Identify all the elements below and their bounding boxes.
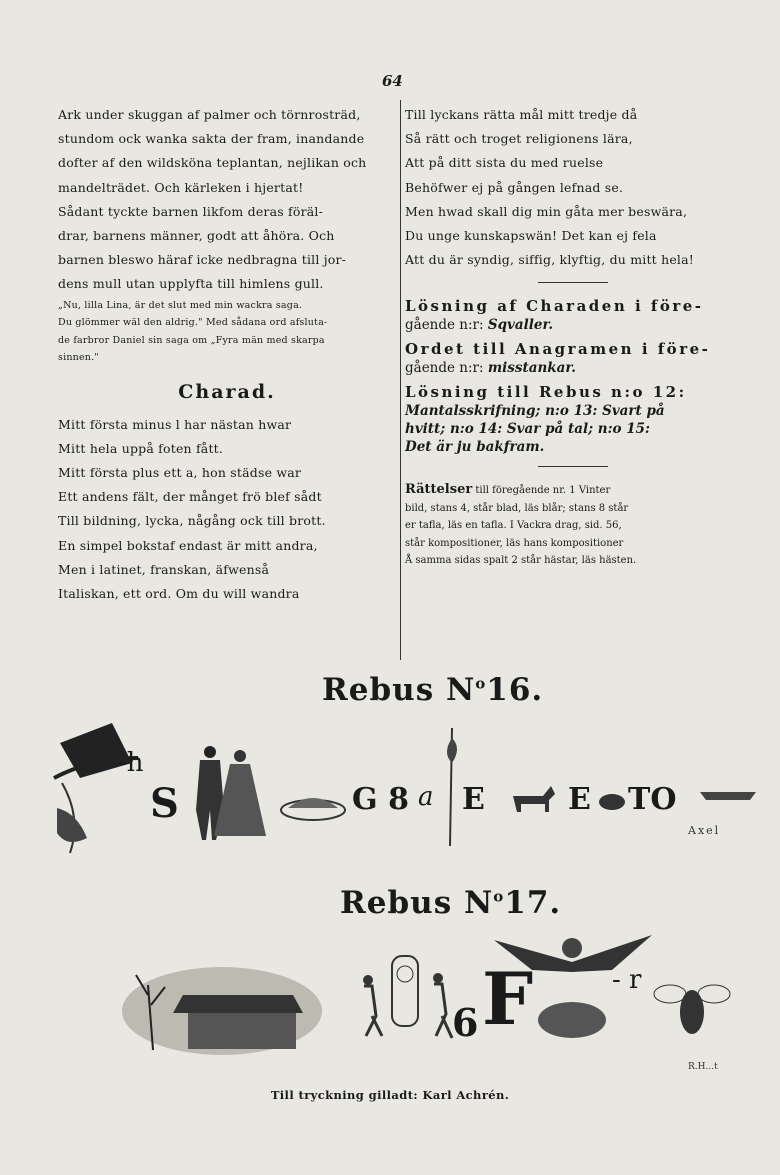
rebus17-r: - r bbox=[612, 965, 642, 995]
boat-illustration bbox=[698, 782, 760, 806]
story-line: barnen bleswo häraf icke nedbragna till jor- bbox=[58, 252, 347, 268]
rebus16-g8: G 8 bbox=[352, 782, 409, 817]
solution-heading: Lösning till Rebus n:o 12: bbox=[405, 383, 687, 402]
section-rule bbox=[538, 282, 608, 283]
section-rule bbox=[538, 466, 608, 467]
rebus-solutions: Lösning till Rebus n:o 12: Mantalsskrifning; n:o 13: Svart på hvitt; n:o 14: Svar på tal; n:o 15: Det är ju bakfram. bbox=[405, 383, 687, 456]
charade-line: Mitt första minus l har nästan hwar bbox=[58, 416, 292, 432]
charade-line: Behöfwer ej på gången lefnad se. bbox=[405, 179, 624, 195]
anagram-solution: Ordet till Anagramen i före- gående n:r: misstankar. bbox=[405, 340, 711, 377]
charade-line: Men hwad skall dig min gåta mer beswära, bbox=[405, 203, 688, 219]
printing-approval: Till tryckning gilladt: Karl Achrén. bbox=[270, 1088, 510, 1102]
charade-line: Men i latinet, franskan, äfwenså bbox=[58, 561, 270, 577]
rebus16-title: Rebus $N^o16$. bbox=[322, 672, 544, 708]
rebus16-h: -h bbox=[118, 748, 144, 778]
story-line: Ark under skuggan af palmer och törnrosträd, bbox=[58, 107, 361, 122]
charade-line: Italiskan, ett ord. Om du will wandra bbox=[58, 586, 300, 602]
solution-answer: misstankar. bbox=[487, 360, 576, 377]
rebus16-signature: Axel bbox=[688, 824, 721, 837]
story-line: mandelträdet. Och kärleken i hjertat! bbox=[58, 179, 304, 195]
story-line: drar, barnens männer, godt att åhöra. Och bbox=[58, 228, 335, 244]
page-number: 64 bbox=[382, 72, 403, 90]
errata-title: Rättelser bbox=[405, 482, 473, 498]
story-line: stundom ock wanka sakta der fram, inandande bbox=[58, 131, 365, 147]
story-line: dofter af den wildsköna teplantan, nejlikan och bbox=[58, 155, 367, 171]
top-hat-man-illustration bbox=[52, 718, 142, 858]
left-column bbox=[58, 103, 396, 606]
story-small-line: Du glömmer wäl den aldrig." Med sådana ord afsluta- bbox=[58, 317, 328, 329]
column-divider bbox=[400, 100, 401, 660]
rebus17-signature: R.H...t bbox=[688, 1062, 718, 1072]
right-column bbox=[405, 103, 741, 570]
charade-line: En simpel bokstaf endast är mitt andra, bbox=[58, 537, 318, 553]
charade-line: Mitt hela uppå foten fått. bbox=[58, 440, 224, 456]
story-line: dens mull utan upplyfta till himlens gull. bbox=[58, 276, 324, 292]
rebus16-e-fraktur: E bbox=[462, 782, 485, 817]
charade-line: Så rätt och troget religionens lära, bbox=[405, 131, 633, 147]
story-small-line: de farbror Daniel sin saga om „Fyra män med skarpa bbox=[58, 334, 325, 346]
charade-line: Mitt första plus ett a, hon städse war bbox=[58, 465, 302, 481]
solution-heading: Lösning af Charaden i före- bbox=[405, 297, 704, 316]
story-line: Sådant tyckte barnen likfom deras föräl- bbox=[58, 203, 324, 219]
rebus17-title: Rebus $N^o17$. bbox=[340, 885, 562, 921]
story-small-line: sinnen." bbox=[58, 352, 99, 364]
charade-line: Till lyckans rätta mål mitt tredje då bbox=[405, 107, 638, 122]
rebus16-to: TO bbox=[628, 782, 677, 817]
rebus17-6: 6 bbox=[452, 1000, 479, 1045]
bird-illustration bbox=[596, 788, 628, 812]
farmhouse-illustration bbox=[118, 955, 326, 1055]
charade-solution: Lösning af Charaden i före- gående n:r: Sqvaller. bbox=[405, 297, 704, 334]
charade-line: Att du är syndig, siffig, klyftig, du mitt hela! bbox=[405, 252, 694, 268]
solution-answer: Sqvaller. bbox=[487, 317, 554, 334]
charade-line: Du unge kunskapswän! Det kan ej fela bbox=[405, 228, 657, 244]
charade-line: Att på ditt sista du med ruelse bbox=[405, 155, 604, 171]
rebus16-s: S bbox=[150, 780, 179, 827]
charade-title: Charad. bbox=[178, 380, 276, 403]
couple-illustration bbox=[180, 742, 270, 847]
charade-line: Till bildning, lycka, någång ock till brott. bbox=[58, 513, 326, 529]
rebus17-f: F bbox=[482, 956, 534, 1041]
solution-heading: Ordet till Anagramen i före- bbox=[405, 340, 711, 359]
rebus16-a: a bbox=[418, 782, 434, 812]
story-small-line: „Nu, lilla Lina, är det slut med min wackra saga. bbox=[58, 299, 303, 311]
goat-illustration bbox=[508, 776, 558, 816]
dish-illustration bbox=[278, 780, 348, 830]
clock-people-illustration bbox=[356, 952, 462, 1042]
charade-line: Ett andens fält, der månget frö blef sådt bbox=[58, 489, 322, 505]
bee-illustration bbox=[652, 968, 732, 1038]
errata-block: Rättelser till föregående nr. 1 Vinter bild, stans 4, står blad, läs blår; stans 8 står er tafla, läs en tafla. I Vackra drag, sid. 56, står kompositioner, läs hans kompositioner Å samma sidas spalt 2 står hästar, läs hästen. bbox=[405, 482, 637, 567]
rebus16-e: E bbox=[568, 782, 591, 817]
